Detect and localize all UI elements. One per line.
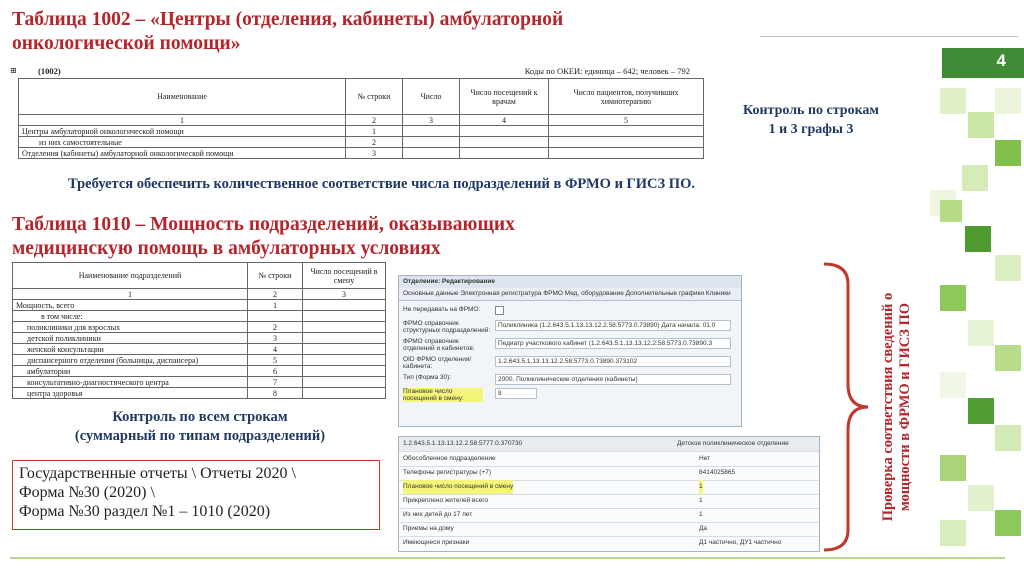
table-row: Из них детей до 17 лет 1 [399,508,819,523]
form-row: ФРМО справочник структурных подразделений: Поликлиника (1.2.643.5.1.13.13.12.2.58.5773.0.73890) Дата начала: 01.0 [403,320,737,332]
form-row: Тип (Форма 30): 2000. Поликлинические отделения (кабинеты) [403,374,737,386]
form-row: Не передавать на ФРМО: [403,306,737,318]
table-row: Приемы на дому Да [399,522,819,537]
control-all-rows-note: Контроль по всем строкам (суммарный по типам подразделений) [74,409,326,444]
vertical-check-note: Проверка соответствия сведений о мощности в ФРМО и ГИСЗ ПО [880,292,913,522]
table-row: из них самостоятельные 2 [19,137,704,148]
form-row: Плановое число посещений в смену: 8 [403,388,737,400]
table-row: консультативно-диагностического центра 7 [13,377,386,388]
table-row: поликлиники для взрослых 2 [13,322,386,333]
form-row: OID ФРМО отделения/кабинета: 1.2.643.5.1.13.13.12.2.58.5773.0.73890.373102 [403,356,737,368]
table-row: Прикреплено жителей всего 1 [399,494,819,509]
curly-brace-icon [820,262,872,552]
requirement-text: Требуется обеспечить количественное соответствие числа подразделений в ФРМО и ГИСЗ ПО. [68,176,695,192]
table-row: Центры амбулаторной онкологической помощи 1 [19,126,704,137]
table-1002-title: Таблица 1002 – «Центры (отделения, кабинеты) амбулаторной онкологической помощи» [12,9,564,54]
gisz-po-screenshot: 1.2.643.5.1.13.13.12.2.58.5777.0.370730 Детское поликлиническое отделение Обособленное подразделение Нет Телефоны регистратуры (+7) 8414025865 Плановое число посещений в смену 1 Прикреплено жителей всего 1 Из них детей до 17 лет 1 Приемы на дому Да Имеющиеся признаки Д1 частично, ДУ1 частично [398,436,820,552]
table-row: в том числе: [13,311,386,322]
table-1010: Наименование подразделений № строки Число посещений в смену 1 2 3 Мощность, всего 1 в том числе: поликлиники для взрослых 2 детской поликлиники 3 женской консультации 4 диспансерного отделения (больницы, диспансера) 5 амбулатории 6 консультативно-диагностического центра 7 центра здоровья 8 [12,262,388,399]
frmo-edit-screenshot: Отделение: Редактирование Основные данные Электронная регистратура ФРМО Мед. оборудование Дополнительные графики Клиники Не передавать на ФРМО: ФРМО справочник структурных подразделений: Поликлиника (1.2.643.5.1.13.13.12.2.58.5773.0.73890) Дата начала: 01.0 ФРМО справочник отделений и кабинетов: Педиатр участкового кабинет (1.2.643.5.1.13.13.12.2.58.5773.0.73890.3 OID ФРМО отделения/кабинета: 1.2.643.5.1.13.13.12.2.58.5773.0.73890.373102 Тип (Форма 30): 2000. Поликлинические отделения (кабинеты) Плановое число посещений в смену: 8 [398,275,742,427]
screenshot-tabs: Основные данные Электронная регистратура ФРМО Мед. оборудование Дополнительные графики Клиники [399,288,741,301]
table-row: Имеющиеся признаки Д1 частично, ДУ1 частично [403,539,782,546]
table-1002: ⊞ (1002) Коды по ОКЕИ: единица – 642; человек – 792 Наименование № строки Число Число посещений к врачам Число пациентов, получивших химиотерапию 1 2 3 4 5 Центры амбулаторной онкологической помощи 1 из них самостоятельные 2 Отделения (кабинеты) амбулаторной онкологической помощи 3 [10,66,700,159]
bottom-divider [10,557,1005,559]
table-row: амбулатории 6 [13,366,386,377]
expand-icon: ⊞ [10,66,17,75]
table-row: детской поликлиники 3 [13,333,386,344]
table-row: Телефоны регистратуры (+7) 8414025865 [399,466,819,481]
page-number-tab [942,48,1024,78]
table-row: Мощность, всего 1 [13,300,386,311]
form-row: ФРМО справочник отделений и кабинетов: Педиатр участкового кабинет (1.2.643.5.1.13.13.12.2.58.5773.0.73890.3 [403,338,737,350]
page-number: 4 [996,51,1006,70]
table-row: Отделения (кабинеты) амбулаторной онкологической помощи 3 [19,148,704,159]
header-divider [760,36,1018,37]
table-1010-title: Таблица 1010 – Мощность подразделений, оказывающих медицинскую помощь в амбулаторных условиях [12,214,515,259]
table-row: женской консультации 4 [13,344,386,355]
reports-path-box: Государственные отчеты \ Отчеты 2020 \ Форма №30 (2020) \ Форма №30 раздел №1 – 1010 (2020) [12,460,380,530]
table-row: Обособленное подразделение Нет [399,452,819,467]
checkbox [495,306,504,315]
table-row: центра здоровья 8 [13,388,386,399]
table-row: диспансерного отделения (больницы, диспансера) 5 [13,355,386,366]
table-row: Плановое число посещений в смену 1 [399,480,819,495]
control-rows-note: Контроль по строкам 1 и 3 графы 3 [743,103,879,137]
